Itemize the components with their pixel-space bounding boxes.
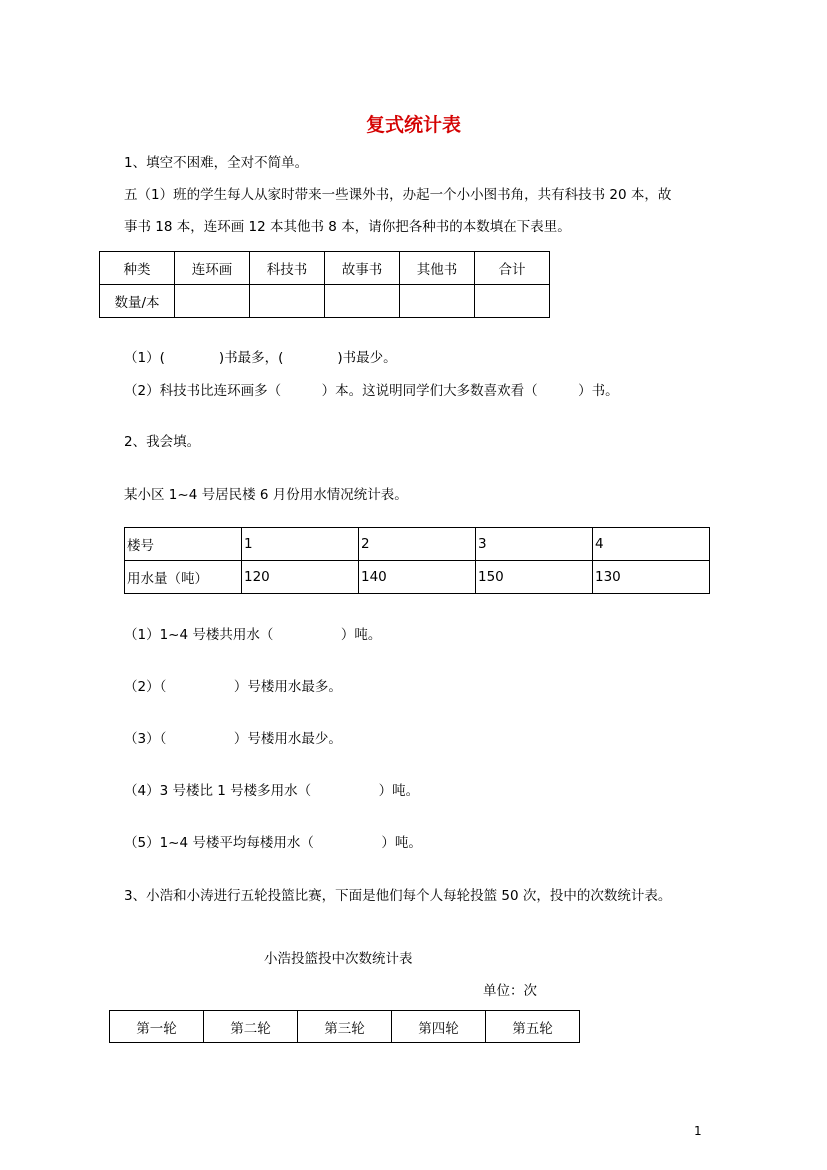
water-usage-table — [124, 527, 710, 594]
q1-text-line1: 五（1）班的学生每人从家时带来一些课外书，办起一个小小图书角，共有科技书 20 本，故 — [124, 187, 672, 203]
table-cell: 合计 — [475, 252, 550, 285]
q2-caption: 某小区 1~4 号居民楼 6 月份用水情况统计表。 — [124, 487, 408, 503]
q2-sub2: （2）（ ）号楼用水最多。 — [124, 679, 342, 695]
answer-cell[interactable] — [250, 285, 325, 318]
q2-sub5: （5）1~4 号楼平均每楼用水（ ）吨。 — [124, 835, 422, 851]
q1-sub2: （2）科技书比连环画多（ ）本。这说明同学们大多数喜欢看（ ）书。 — [124, 383, 619, 399]
book-type-table — [99, 251, 550, 318]
table-cell: 130 — [593, 561, 710, 594]
q3-heading: 3、小浩和小涛进行五轮投篮比赛，下面是他们每个人每轮投篮 50 次，投中的次数统计表。 — [124, 888, 672, 904]
table-cell: 第一轮 — [110, 1011, 204, 1043]
q2-sub4: （4）3 号楼比 1 号楼多用水（ ）吨。 — [124, 783, 420, 799]
table-cell: 第三轮 — [298, 1011, 392, 1043]
basketball-table — [109, 1010, 580, 1043]
table-cell: 4 — [593, 528, 710, 561]
table-cell: 150 — [476, 561, 593, 594]
page-number: 1 — [694, 1124, 702, 1138]
table-cell: 连环画 — [175, 252, 250, 285]
table-cell: 120 — [242, 561, 359, 594]
answer-cell[interactable] — [475, 285, 550, 318]
table-cell: 用水量（吨） — [125, 561, 242, 594]
table-header-row — [100, 252, 550, 285]
q3-unit: 单位：次 — [483, 983, 537, 999]
table-cell: 科技书 — [250, 252, 325, 285]
table-cell: 140 — [359, 561, 476, 594]
table-cell: 2 — [359, 528, 476, 561]
table-cell: 第四轮 — [392, 1011, 486, 1043]
table-row-label: 数量/本 — [100, 285, 175, 318]
q3-caption: 小浩投篮投中次数统计表 — [264, 951, 413, 967]
table-row — [125, 561, 710, 594]
page-title: 复式统计表 — [365, 114, 461, 136]
q1-text-line2: 事书 18 本，连环画 12 本其他书 8 本，请你把各种书的本数填在下表里。 — [124, 219, 571, 235]
table-cell: 其他书 — [400, 252, 475, 285]
table-cell: 种类 — [100, 252, 175, 285]
table-cell: 3 — [476, 528, 593, 561]
table-row — [125, 528, 710, 561]
q1-sub1: （1）( )书最多，( )书最少。 — [124, 350, 397, 366]
table-cell: 第五轮 — [486, 1011, 580, 1043]
q1-heading: 1、填空不困难，全对不简单。 — [124, 155, 309, 171]
table-row — [100, 285, 550, 318]
table-cell: 故事书 — [325, 252, 400, 285]
q2-sub1: （1）1~4 号楼共用水（ ）吨。 — [124, 627, 382, 643]
answer-cell[interactable] — [400, 285, 475, 318]
answer-cell[interactable] — [325, 285, 400, 318]
q2-heading: 2、我会填。 — [124, 434, 201, 450]
table-cell: 楼号 — [125, 528, 242, 561]
table-header-row — [110, 1011, 580, 1043]
table-cell: 1 — [242, 528, 359, 561]
table-cell: 第二轮 — [204, 1011, 298, 1043]
q2-sub3: （3）（ ）号楼用水最少。 — [124, 731, 342, 747]
answer-cell[interactable] — [175, 285, 250, 318]
